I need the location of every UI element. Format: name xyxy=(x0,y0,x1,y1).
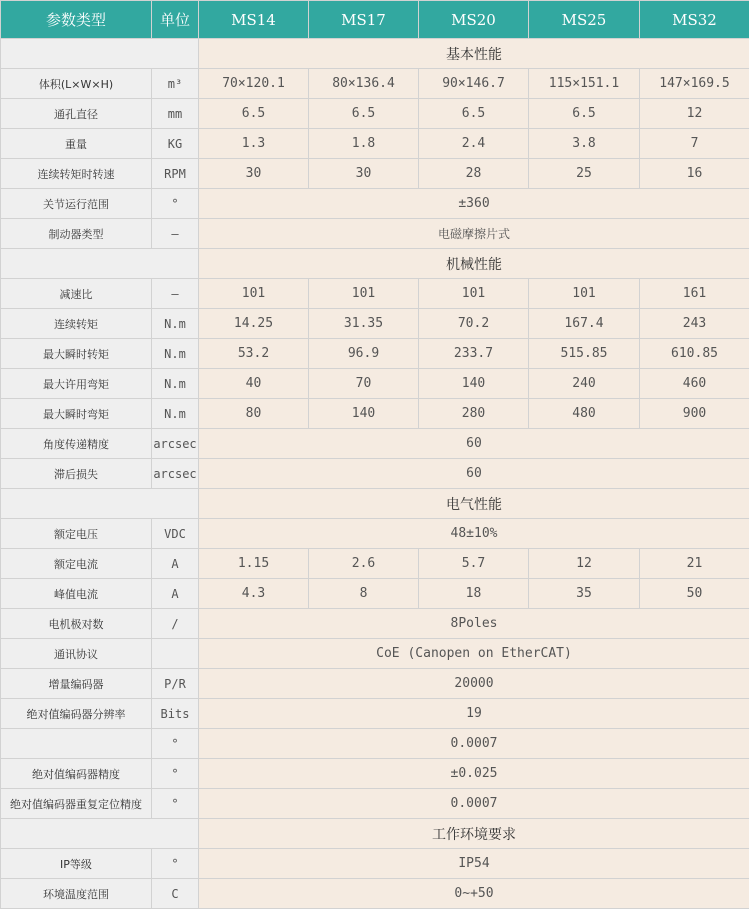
row-unit: KG xyxy=(152,129,199,159)
table-row xyxy=(1,579,749,609)
cell-value: 1.3 xyxy=(199,129,309,159)
section-title-electrical: 电气性能 xyxy=(199,489,749,519)
cell-value: 19 xyxy=(199,699,749,729)
cell-value: 6.5 xyxy=(529,99,640,129)
cell-value: 140 xyxy=(419,369,529,399)
row-label: 增量编码器 xyxy=(1,669,152,699)
cell-value: 167.4 xyxy=(529,309,640,339)
table-row xyxy=(1,759,749,789)
table-row xyxy=(1,159,749,189)
cell-value: 30 xyxy=(199,159,309,189)
row-unit: Bits xyxy=(152,699,199,729)
section-title-environment: 工作环境要求 xyxy=(199,819,749,849)
table-row xyxy=(1,519,749,549)
cell-value: 16 xyxy=(640,159,749,189)
cell-value: 20000 xyxy=(199,669,749,699)
cell-value: 0~+50 xyxy=(199,879,749,909)
cell-value: 3.8 xyxy=(529,129,640,159)
cell-value: 8Poles xyxy=(199,609,749,639)
row-unit: N.m xyxy=(152,369,199,399)
table-row xyxy=(1,549,749,579)
table-row xyxy=(1,339,749,369)
section-row xyxy=(1,489,749,519)
table-row xyxy=(1,609,749,639)
section-row xyxy=(1,819,749,849)
cell-value: 50 xyxy=(640,579,749,609)
table-row xyxy=(1,729,749,759)
cell-value: ±360 xyxy=(199,189,749,219)
row-label: 最大许用弯矩 xyxy=(1,369,152,399)
table-row xyxy=(1,699,749,729)
cell-value: 70 xyxy=(309,369,419,399)
table-row xyxy=(1,369,749,399)
cell-value: 18 xyxy=(419,579,529,609)
row-label: 减速比 xyxy=(1,279,152,309)
cell-value: 14.25 xyxy=(199,309,309,339)
row-unit: VDC xyxy=(152,519,199,549)
cell-value: 70.2 xyxy=(419,309,529,339)
section-row xyxy=(1,39,749,69)
cell-value: 28 xyxy=(419,159,529,189)
row-label: IP等级 xyxy=(1,849,152,879)
header-model-ms20: MS20 xyxy=(419,1,529,39)
table-row xyxy=(1,459,749,489)
row-unit: ° xyxy=(152,849,199,879)
cell-value: 115×151.1 xyxy=(529,69,640,99)
row-label: 制动器类型 xyxy=(1,219,152,249)
row-label: 最大瞬时弯矩 xyxy=(1,399,152,429)
row-label xyxy=(1,729,152,759)
header-model-ms32: MS32 xyxy=(640,1,749,39)
section-title-mechanical: 机械性能 xyxy=(199,249,749,279)
header-row xyxy=(1,1,749,39)
row-label: 峰值电流 xyxy=(1,579,152,609)
table-row xyxy=(1,69,749,99)
row-label: 额定电压 xyxy=(1,519,152,549)
cell-value: CoE (Canopen on EtherCAT) xyxy=(199,639,749,669)
cell-value: 5.7 xyxy=(419,549,529,579)
cell-value: ±0.025 xyxy=(199,759,749,789)
table-row xyxy=(1,399,749,429)
table-row xyxy=(1,279,749,309)
table-row xyxy=(1,99,749,129)
row-unit xyxy=(152,639,199,669)
table-row xyxy=(1,789,749,819)
cell-value: 610.85 xyxy=(640,339,749,369)
cell-value: 161 xyxy=(640,279,749,309)
table-row xyxy=(1,189,749,219)
cell-value: 电磁摩擦片式 xyxy=(199,219,749,249)
section-row xyxy=(1,249,749,279)
table-row xyxy=(1,639,749,669)
table-row xyxy=(1,669,749,699)
cell-value: 48±10% xyxy=(199,519,749,549)
row-label: 连续转矩 xyxy=(1,309,152,339)
header-model-ms25: MS25 xyxy=(529,1,640,39)
cell-value: 80×136.4 xyxy=(309,69,419,99)
table-row xyxy=(1,219,749,249)
row-label: 通讯协议 xyxy=(1,639,152,669)
row-unit: ° xyxy=(152,189,199,219)
cell-value: 60 xyxy=(199,459,749,489)
cell-value: 101 xyxy=(309,279,419,309)
row-label: 角度传递精度 xyxy=(1,429,152,459)
row-unit: arcsec xyxy=(152,459,199,489)
cell-value: 2.6 xyxy=(309,549,419,579)
cell-value: 280 xyxy=(419,399,529,429)
row-unit: C xyxy=(152,879,199,909)
row-unit: arcsec xyxy=(152,429,199,459)
cell-value: 243 xyxy=(640,309,749,339)
row-unit: N.m xyxy=(152,399,199,429)
row-unit: mm xyxy=(152,99,199,129)
cell-value: 80 xyxy=(199,399,309,429)
row-label: 连续转矩时转速 xyxy=(1,159,152,189)
cell-value: 96.9 xyxy=(309,339,419,369)
cell-value: 480 xyxy=(529,399,640,429)
cell-value: 30 xyxy=(309,159,419,189)
cell-value: 35 xyxy=(529,579,640,609)
cell-value: 40 xyxy=(199,369,309,399)
row-unit: / xyxy=(152,609,199,639)
cell-value: 515.85 xyxy=(529,339,640,369)
row-label: 体积(L×W×H) xyxy=(1,69,152,99)
cell-value: 25 xyxy=(529,159,640,189)
table-row xyxy=(1,849,749,879)
cell-value: 1.8 xyxy=(309,129,419,159)
cell-value: 140 xyxy=(309,399,419,429)
cell-value: 6.5 xyxy=(419,99,529,129)
row-label: 绝对值编码器分辨率 xyxy=(1,699,152,729)
cell-value: 460 xyxy=(640,369,749,399)
row-label: 关节运行范围 xyxy=(1,189,152,219)
row-unit: — xyxy=(152,279,199,309)
cell-value: 233.7 xyxy=(419,339,529,369)
cell-value: 147×169.5 xyxy=(640,69,749,99)
row-unit: — xyxy=(152,219,199,249)
cell-value: 70×120.1 xyxy=(199,69,309,99)
row-unit: ° xyxy=(152,729,199,759)
row-unit: RPM xyxy=(152,159,199,189)
cell-value: 101 xyxy=(419,279,529,309)
row-label: 绝对值编码器重复定位精度 xyxy=(1,789,152,819)
row-unit: N.m xyxy=(152,339,199,369)
cell-value: 900 xyxy=(640,399,749,429)
cell-value: 240 xyxy=(529,369,640,399)
row-label: 重量 xyxy=(1,129,152,159)
row-unit: A xyxy=(152,549,199,579)
row-label: 最大瞬时转矩 xyxy=(1,339,152,369)
cell-value: 0.0007 xyxy=(199,729,749,759)
header-model-ms14: MS14 xyxy=(199,1,309,39)
row-unit: m³ xyxy=(152,69,199,99)
row-unit: ° xyxy=(152,789,199,819)
row-label: 绝对值编码器精度 xyxy=(1,759,152,789)
cell-value: 4.3 xyxy=(199,579,309,609)
cell-value: 31.35 xyxy=(309,309,419,339)
cell-value: 1.15 xyxy=(199,549,309,579)
cell-value: 0.0007 xyxy=(199,789,749,819)
header-unit: 单位 xyxy=(152,1,199,39)
row-label: 滞后损失 xyxy=(1,459,152,489)
cell-value: 21 xyxy=(640,549,749,579)
table-row xyxy=(1,309,749,339)
cell-value: 101 xyxy=(529,279,640,309)
table-row xyxy=(1,129,749,159)
cell-value: 60 xyxy=(199,429,749,459)
section-title-basic: 基本性能 xyxy=(199,39,749,69)
cell-value: IP54 xyxy=(199,849,749,879)
cell-value: 90×146.7 xyxy=(419,69,529,99)
cell-value: 53.2 xyxy=(199,339,309,369)
cell-value: 2.4 xyxy=(419,129,529,159)
cell-value: 12 xyxy=(529,549,640,579)
row-unit: ° xyxy=(152,759,199,789)
cell-value: 7 xyxy=(640,129,749,159)
cell-value: 12 xyxy=(640,99,749,129)
header-param-type: 参数类型 xyxy=(1,1,152,39)
row-label: 电机极对数 xyxy=(1,609,152,639)
row-unit: A xyxy=(152,579,199,609)
cell-value: 8 xyxy=(309,579,419,609)
table-row xyxy=(1,879,749,909)
cell-value: 6.5 xyxy=(199,99,309,129)
table-row xyxy=(1,429,749,459)
cell-value: 6.5 xyxy=(309,99,419,129)
row-label: 额定电流 xyxy=(1,549,152,579)
row-label: 环境温度范围 xyxy=(1,879,152,909)
row-unit: P/R xyxy=(152,669,199,699)
cell-value: 101 xyxy=(199,279,309,309)
row-unit: N.m xyxy=(152,309,199,339)
header-model-ms17: MS17 xyxy=(309,1,419,39)
row-label: 通孔直径 xyxy=(1,99,152,129)
